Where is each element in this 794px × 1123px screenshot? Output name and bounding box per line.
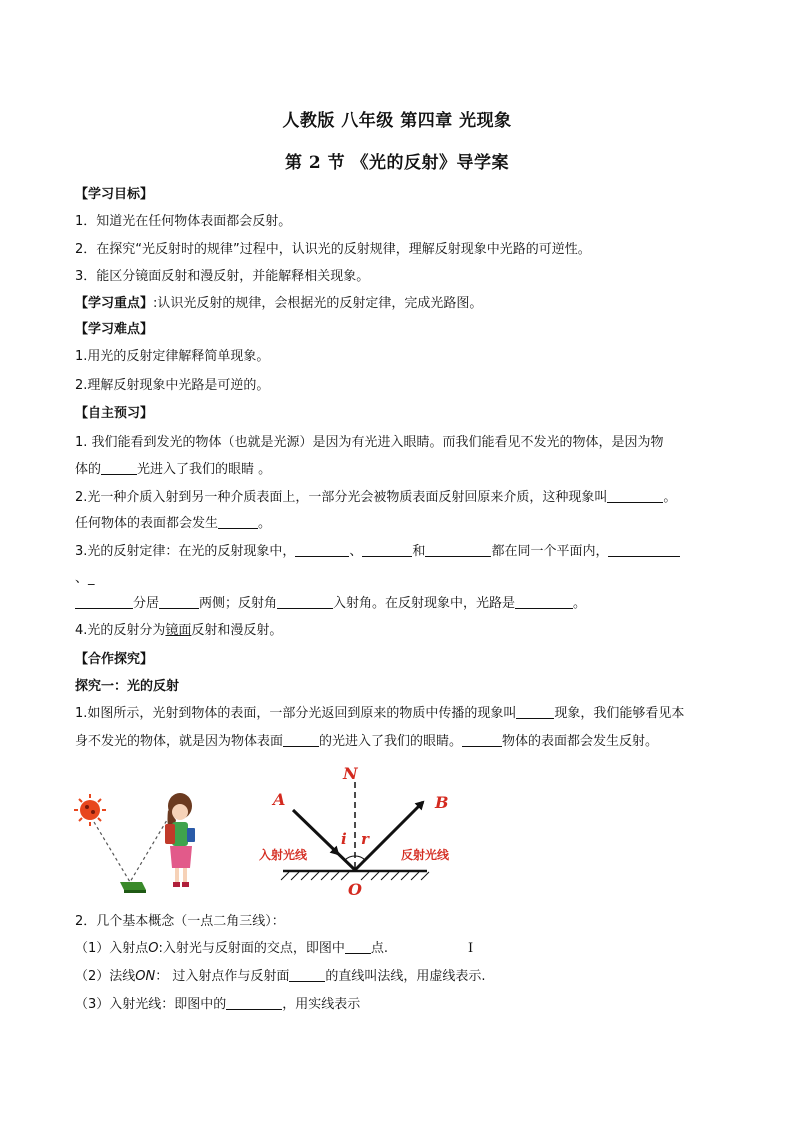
concepts-heading: 2．几个基本概念（一点二角三线）： xyxy=(75,914,285,929)
answer-blank[interactable] xyxy=(345,941,371,954)
preview-q3-line1: 3.光的反射定律：在光的反射现象中， 、 和 都在同一个平面内， xyxy=(75,543,680,561)
answer-blank[interactable] xyxy=(515,596,573,609)
answer-blank[interactable] xyxy=(101,462,137,475)
goals-heading: 【学习目标】 xyxy=(75,187,154,202)
difficulty-item: 2.理解反射现象中光路是可逆的。 xyxy=(75,378,270,393)
difficulty-item: 1.用光的反射定律解释简单现象。 xyxy=(75,349,270,364)
answer-blank[interactable] xyxy=(277,596,333,609)
preview-q1-line1: 1. 我们能看到发光的物体（也就是光源）是因为有光进入眼睛。而我们能看见不发光的物体，是因为物 xyxy=(75,435,664,450)
answer-blank[interactable] xyxy=(283,734,319,747)
page-subtitle: 第 2 节 《光的反射》导学案 xyxy=(284,153,510,173)
preview-q2-line1: 2.光一种介质入射到另一种介质表面上，一部分光会被物质表面反射回原来介质，这种现象叫 。 xyxy=(75,490,677,505)
answer-blank[interactable] xyxy=(226,997,282,1010)
mirror-hatching xyxy=(281,872,429,880)
answer-blank[interactable] xyxy=(425,544,491,557)
concept-item-2: （2）法线ON： 过入射点作与反射面 的直线叫法线，用虚线表示. xyxy=(75,969,486,984)
answer-blank[interactable] xyxy=(608,544,680,557)
concept-item-1: （1）入射点O:入射光与反射面的交点，即图中 点. I xyxy=(75,941,474,956)
light-path-dashed xyxy=(94,820,167,882)
sun-icon xyxy=(74,794,106,826)
cooperation-heading: 【合作探究】 xyxy=(75,652,154,667)
sun-girl-illustration xyxy=(72,790,202,900)
key-points-heading: 【学习重点】 xyxy=(75,296,154,311)
label-A: A xyxy=(273,790,286,809)
girl-figure xyxy=(165,793,195,887)
label-B: B xyxy=(435,793,449,812)
answer-blank[interactable] xyxy=(289,969,325,982)
preview-q1-line2: 体的 光进入了我们的眼睛 。 xyxy=(75,462,272,477)
reflection-diagram xyxy=(255,762,470,902)
answer-blank[interactable] xyxy=(516,706,554,719)
label-i: i xyxy=(341,830,347,848)
reflected-ray-label: 反射光线 xyxy=(401,848,450,862)
incident-ray-label: 入射光线 xyxy=(259,848,308,862)
answer-blank[interactable] xyxy=(462,734,502,747)
cooperation-subheading: 探究一：光的反射 xyxy=(75,679,180,694)
key-points xyxy=(75,295,482,313)
answer-blank[interactable] xyxy=(218,516,258,529)
goal-item: 2．在探究“光反射时的规律”过程中，认识光的反射规律，理解反射现象中光路的可逆性。 xyxy=(75,242,591,257)
preview-q3-line2: 、_ xyxy=(75,571,95,586)
key-points-text: :认识光反射的规律，会根据光的反射定律，完成光路图。 xyxy=(153,296,483,311)
answer-blank[interactable] xyxy=(362,544,412,557)
answer-blank[interactable] xyxy=(159,596,199,609)
page-title: 人教版 八年级 第四章 光现象 xyxy=(282,111,512,131)
answer-blank[interactable] xyxy=(607,490,663,503)
difficulties-heading: 【学习难点】 xyxy=(75,322,154,337)
cooperation-p1-line2: 身不发光的物体，就是因为物体表面 的光进入了我们的眼睛。 物体的表面都会发生反射。 xyxy=(75,734,659,749)
cooperation-p1-line1: 1.如图所示，光射到物体的表面，一部分光返回到原来的物质中传播的现象叫 现象，我们能够看见本 xyxy=(75,706,685,721)
concept-item-3: （3）入射光线：即图中的 ，用实线表示 xyxy=(75,997,361,1012)
label-r: r xyxy=(361,830,369,848)
label-N: N xyxy=(343,764,358,783)
answer-blank[interactable] xyxy=(75,596,133,609)
answer-blank[interactable] xyxy=(295,544,349,557)
preview-q3-line3: 分居 两侧；反射角 入射角。在反射现象中，光路是 。 xyxy=(75,595,586,613)
preview-q4: 4.光的反射分为镜面反射和漫反射。 xyxy=(75,623,283,638)
book-icon xyxy=(120,882,146,893)
goal-item: 3．能区分镜面反射和漫反射，并能解释相关现象。 xyxy=(75,269,370,284)
goal-item: 1．知道光在任何物体表面都会反射。 xyxy=(75,214,292,229)
text-cursor-mark: I xyxy=(468,941,474,956)
preview-q2-line2: 任何物体的表面都会发生 。 xyxy=(75,516,272,531)
label-O: O xyxy=(348,880,362,899)
incident-arrow-icon xyxy=(335,851,338,854)
preview-heading: 【自主预习】 xyxy=(75,406,154,421)
